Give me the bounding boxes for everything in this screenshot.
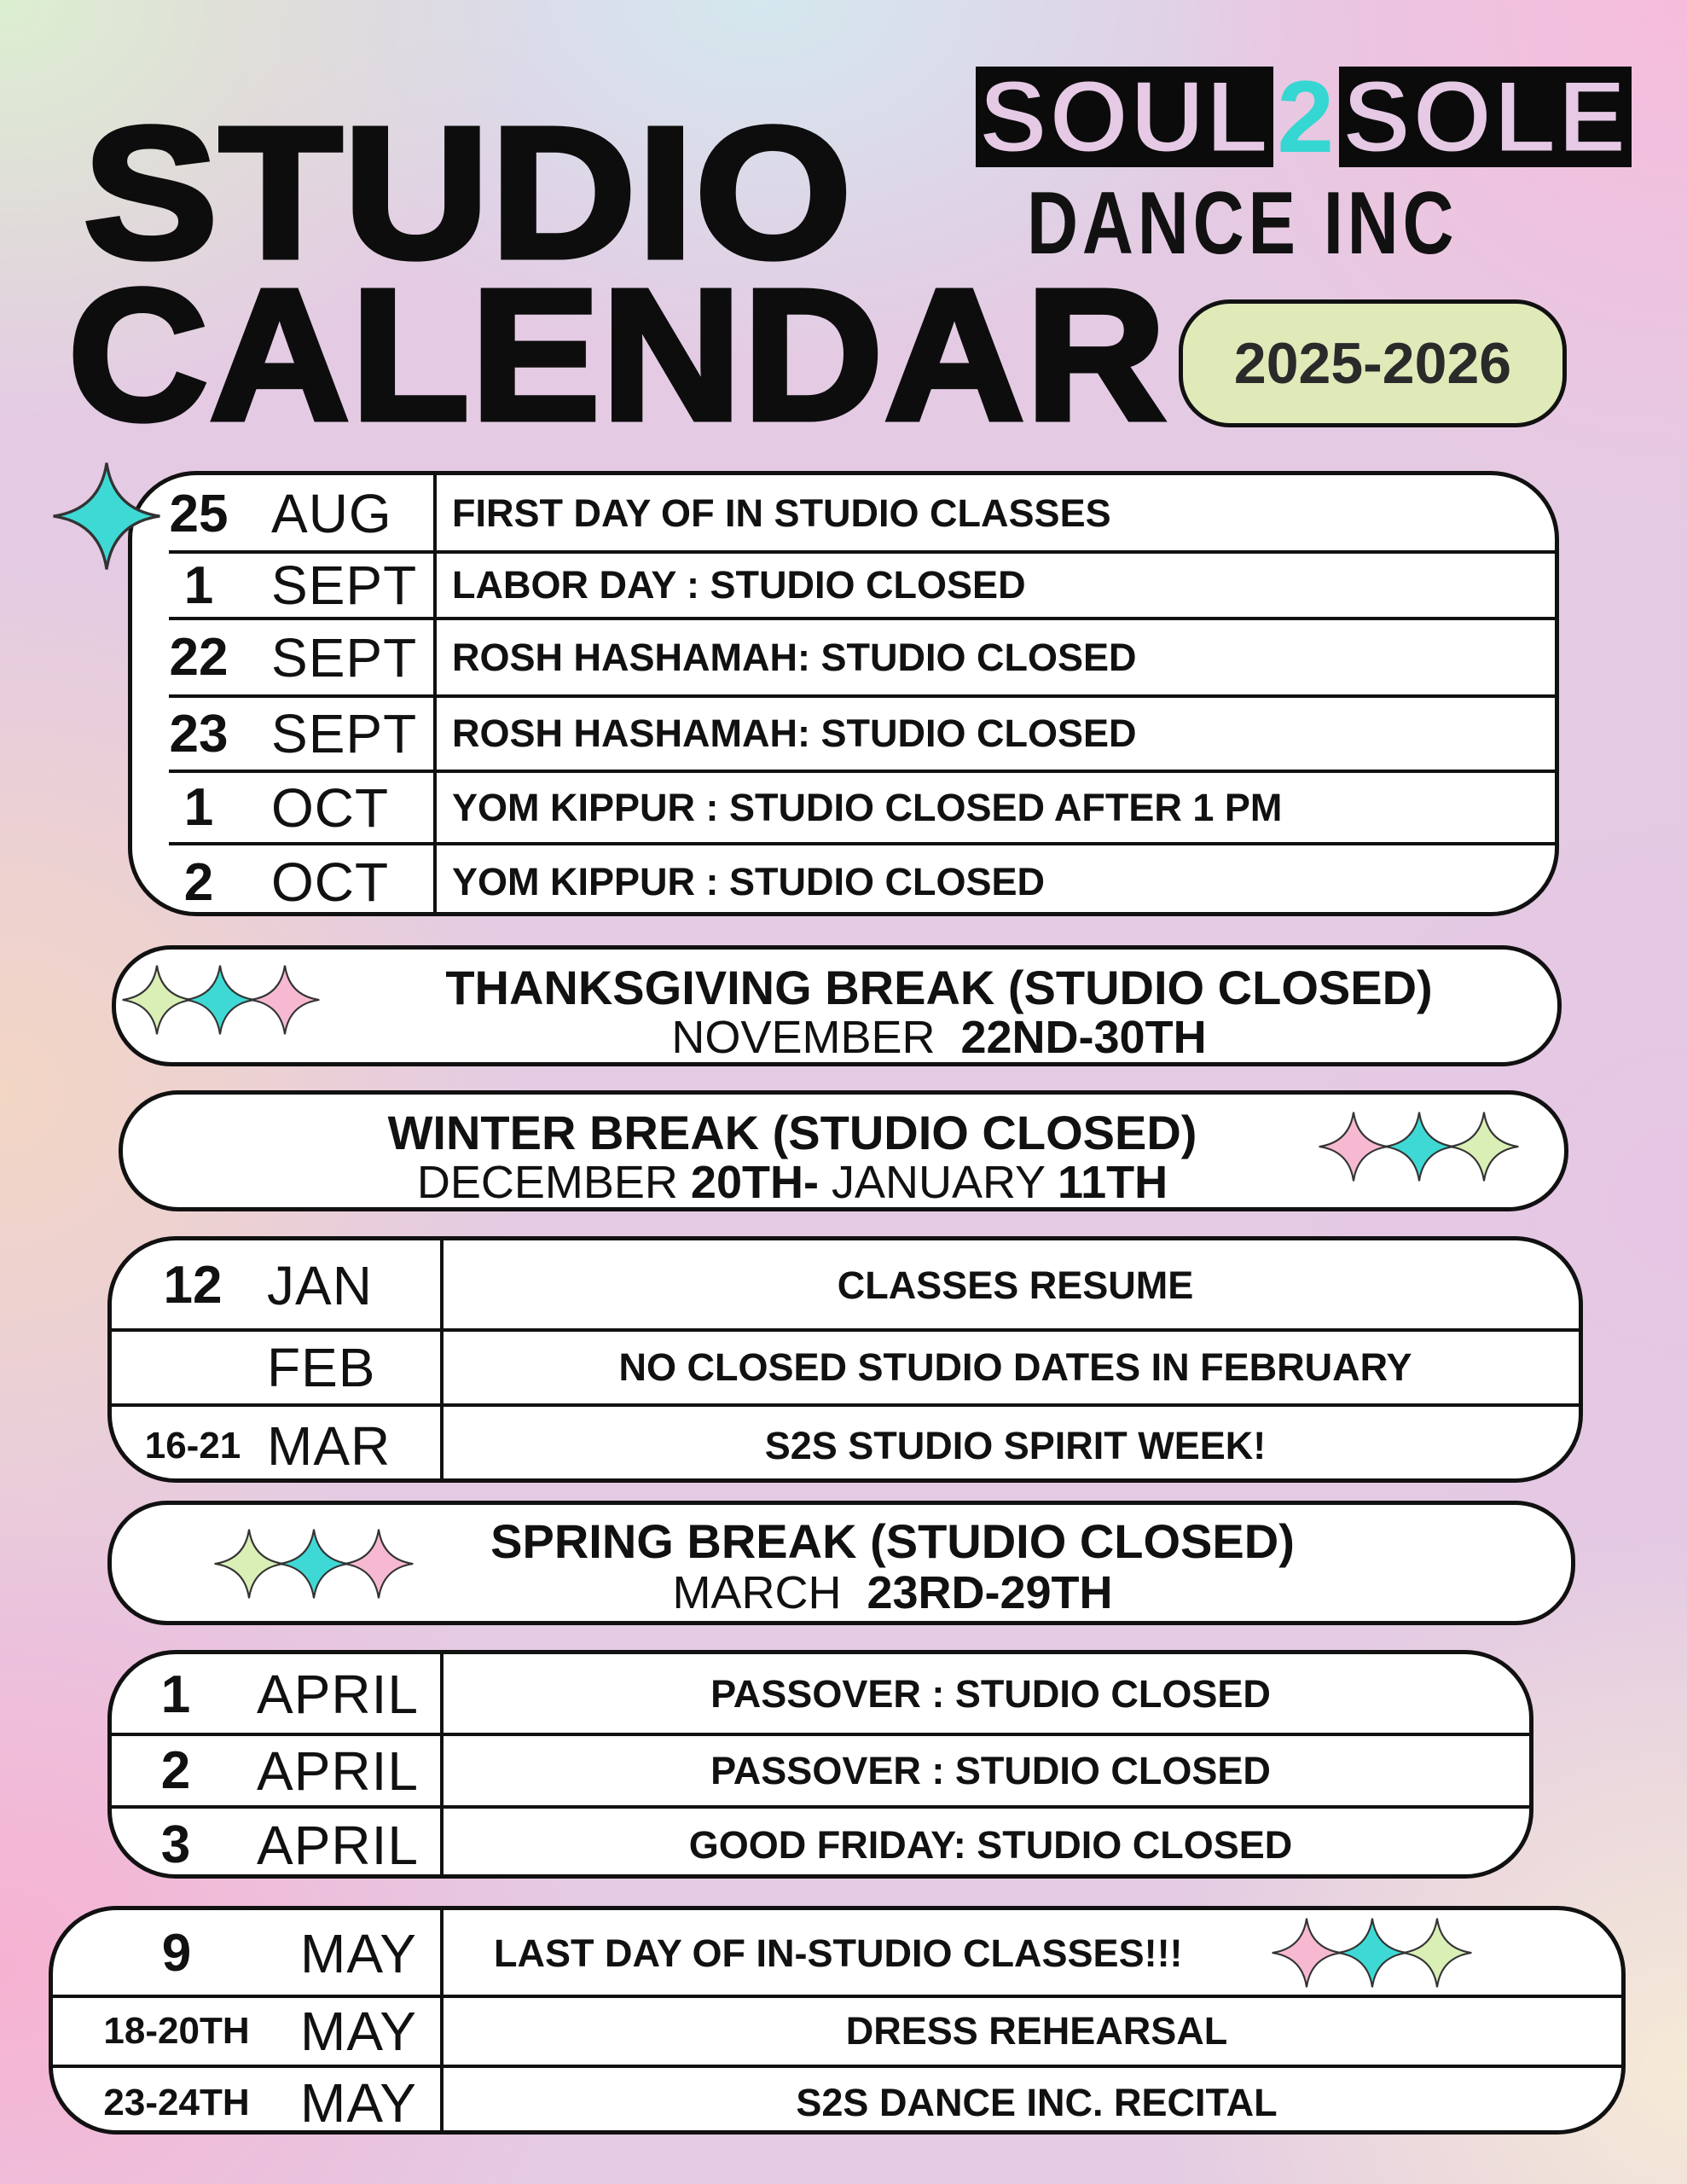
table-row — [53, 1996, 1621, 2066]
sparkle-icon — [1318, 1111, 1389, 1182]
logo-sole: SOLE — [1339, 67, 1632, 167]
sparkle-icon — [213, 1528, 285, 1600]
date-day: 1 — [183, 555, 214, 615]
date-text: NOVEMBER — [671, 1012, 961, 1063]
date-month: SEPT — [271, 626, 418, 688]
date-bold: 22ND-30TH — [960, 1012, 1207, 1063]
date-text: JANUARY — [818, 1157, 1058, 1208]
table-row — [132, 552, 1555, 619]
row-date — [129, 1807, 419, 1883]
row-date — [129, 1654, 419, 1734]
date-bold: 11TH — [1058, 1157, 1168, 1208]
event-label: LAST DAY OF IN-STUDIO CLASSES!!! — [494, 1931, 1183, 1975]
event-label: CLASSES RESUME — [837, 1263, 1194, 1307]
table-row — [132, 771, 1555, 844]
event-label: S2S STUDIO SPIRIT WEEK! — [764, 1424, 1267, 1467]
date-month: APRIL — [257, 1814, 419, 1876]
logo-two: 2 — [1277, 60, 1336, 174]
row-date — [129, 1240, 373, 1330]
event-label: ROSH HASHAMAH: STUDIO CLOSED — [452, 712, 1137, 755]
date-day: 9 — [161, 1924, 192, 1983]
table-row — [112, 1240, 1579, 1330]
date-month: MAY — [300, 1922, 417, 1984]
table-row — [132, 619, 1555, 696]
date-day: 3 — [160, 1815, 191, 1874]
event-label: S2S DANCE INC. RECITAL — [796, 2080, 1278, 2124]
row-date — [129, 1734, 419, 1807]
event-label: YOM KIPPUR : STUDIO CLOSED — [452, 860, 1046, 903]
sparkle-icon — [1383, 1111, 1455, 1182]
title-studio: STUDIO — [84, 90, 854, 297]
row-date — [152, 696, 417, 771]
event-label: GOOD FRIDAY: STUDIO CLOSED — [688, 1822, 1293, 1867]
sparkle-icon — [249, 964, 321, 1036]
schedule-table — [128, 471, 1559, 916]
table-row — [132, 696, 1555, 771]
date-month: MAY — [300, 2071, 417, 2134]
date-text: DECEMBER — [416, 1157, 691, 1208]
event-label: ROSH HASHAMAH: STUDIO CLOSED — [452, 635, 1137, 679]
row-date — [70, 1910, 417, 1996]
table-row — [112, 1654, 1529, 1734]
event-label: YOM KIPPUR : STUDIO CLOSED AFTER 1 PM — [452, 785, 1283, 829]
sparkle-icon — [1448, 1111, 1520, 1182]
date-day: 16-21 — [144, 1425, 241, 1467]
row-date — [70, 2066, 417, 2139]
sparkle-icon — [51, 461, 162, 572]
row-date — [152, 844, 389, 921]
date-day: 25 — [169, 484, 229, 543]
event-label: LABOR DAY : STUDIO CLOSED — [452, 563, 1026, 607]
soul2sole-logo — [967, 60, 1628, 273]
row-date — [70, 1996, 417, 2066]
date-day: 12 — [163, 1256, 223, 1315]
schedule-table — [107, 1650, 1533, 1879]
banner-title: SPRING BREAK (STUDIO CLOSED) — [490, 1514, 1295, 1568]
date-month: SEPT — [271, 703, 418, 764]
date-month: OCT — [271, 776, 390, 839]
sparkle-icon — [343, 1528, 415, 1600]
sparkle-icon — [1271, 1917, 1342, 1989]
table-row — [53, 2066, 1621, 2139]
row-date — [152, 475, 392, 552]
date-bold: 20TH- — [690, 1157, 819, 1208]
row-date — [152, 552, 417, 619]
date-day: 2 — [183, 852, 214, 912]
date-month: FEB — [267, 1337, 376, 1398]
date-day: 23-24TH — [103, 2081, 250, 2123]
banner-title: WINTER BREAK (STUDIO CLOSED) — [387, 1106, 1197, 1159]
event-label: NO CLOSED STUDIO DATES IN FEBRUARY — [618, 1345, 1412, 1389]
sparkle-icon — [1336, 1917, 1408, 1989]
date-bold: 23RD-29TH — [867, 1567, 1113, 1618]
table-row — [112, 1405, 1579, 1487]
schedule-table — [107, 1236, 1583, 1483]
date-day: 18-20TH — [103, 2010, 250, 2052]
date-month: OCT — [271, 851, 390, 913]
date-day: 22 — [169, 628, 229, 687]
event-label: PASSOVER : STUDIO CLOSED — [710, 1672, 1271, 1716]
date-month: MAR — [267, 1415, 391, 1477]
date-day: 1 — [183, 778, 214, 837]
sparkle-icon — [278, 1528, 350, 1600]
banner-dates — [116, 1011, 1557, 1064]
table-row — [112, 1734, 1529, 1807]
event-label: FIRST DAY OF IN STUDIO CLASSES — [452, 491, 1111, 535]
table-row — [112, 1807, 1529, 1883]
date-day: 1 — [160, 1664, 191, 1724]
logo-soul: SOUL — [976, 67, 1273, 167]
row-date — [152, 771, 389, 844]
row-date — [129, 1330, 375, 1405]
row-date — [129, 1405, 391, 1487]
row-date — [152, 619, 417, 696]
date-month: JAN — [267, 1254, 373, 1316]
date-month: APRIL — [257, 1740, 419, 1802]
date-month: APRIL — [257, 1664, 419, 1725]
sparkle-icon — [1401, 1917, 1473, 1989]
title-calendar: CALENDAR — [68, 252, 1168, 459]
date-day: 2 — [160, 1741, 191, 1800]
banner-title: THANKSGIVING BREAK (STUDIO CLOSED) — [445, 961, 1433, 1014]
logo-dance-inc: DANCE INC — [1027, 174, 1458, 273]
date-month: AUG — [271, 483, 392, 544]
event-label: PASSOVER : STUDIO CLOSED — [710, 1748, 1271, 1792]
table-row — [132, 475, 1555, 552]
break-banner — [112, 945, 1562, 1066]
table-row — [132, 844, 1555, 921]
sparkle-icon — [184, 964, 256, 1036]
date-text: MARCH — [672, 1567, 867, 1618]
event-label: DRESS REHEARSAL — [845, 2009, 1228, 2053]
date-month: SEPT — [271, 555, 418, 616]
date-month: MAY — [300, 2001, 417, 2062]
sparkle-icon — [121, 964, 193, 1036]
year-badge: 2025-2026 — [1179, 299, 1567, 427]
table-row — [112, 1330, 1579, 1405]
date-day: 23 — [169, 704, 229, 764]
